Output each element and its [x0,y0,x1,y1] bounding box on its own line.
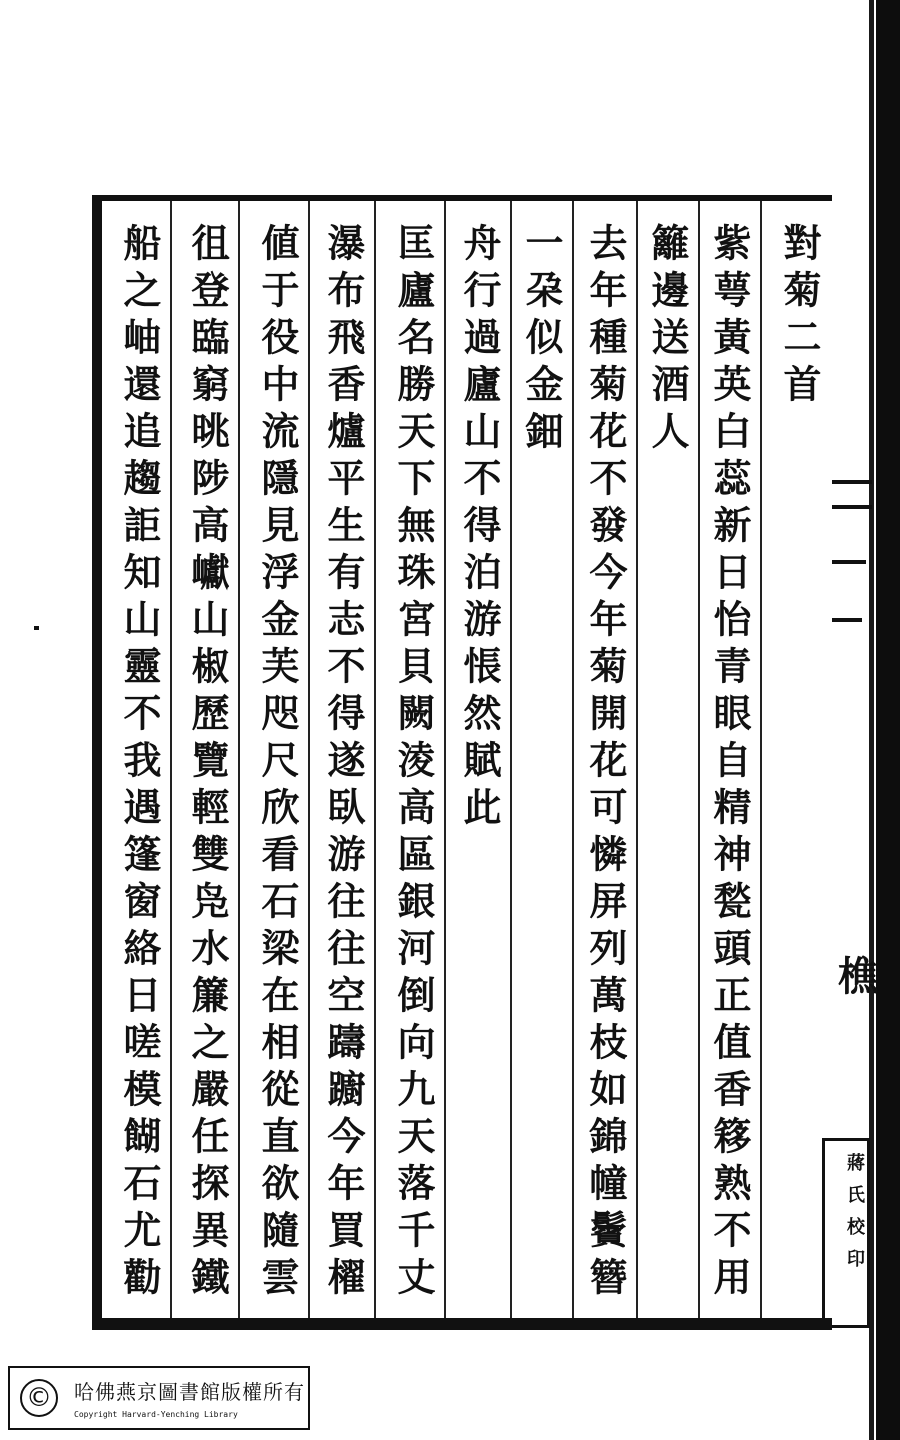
text-column-10 [170,201,238,1318]
text-column-2 [698,201,760,1318]
column-text-9: 値于役中流隱見浮金芙咫尺欣看石梁在相從直欲隨雲 [255,223,300,1304]
copyright-chinese: 哈佛燕京圖書館版權所有 [74,1380,305,1404]
column-text-7: 匡廬名勝天下無珠宮貝闕淩高區銀河倒向九天落千丈 [391,223,436,1304]
text-column-9 [238,201,308,1318]
copyright-icon: © [20,1379,58,1417]
text-column-4 [572,201,636,1318]
margin-mark-2 [832,505,872,509]
margin-mark-3 [832,560,866,564]
margin-mark-1 [832,480,872,484]
column-text-1: 對菊二首 [777,223,822,411]
text-column-1 [760,201,830,1318]
seal-stamp [822,1138,870,1328]
book-spine-edge [876,0,900,1440]
text-column-8 [308,201,374,1318]
text-column-11 [102,201,170,1318]
copyright-english: Copyright Harvard-Yenching Library [74,1410,238,1419]
ink-speck [34,626,39,630]
text-column-6 [444,201,510,1318]
margin-mark-4 [832,618,862,622]
stamp-text: 蔣氏校印 [844,1153,865,1281]
column-text-6: 舟行過廬山不得泊游悵然賦此 [457,223,502,834]
column-text-11: 船之岫還追趨詎知山靈不我遇篷窗絡日嗟模餬石尤勸 [117,223,162,1304]
column-text-4: 去年種菊花不發今年菊開花可憐屏列萬枝如錦幢鬢簪 [583,223,628,1304]
text-column-3 [636,201,698,1318]
margin-character: 樵 [838,954,878,1000]
column-text-2: 紫萼黃英白蕊新日怡青眼自精神甃頭正值香簃熟不用 [707,223,752,1304]
text-column-7 [374,201,444,1318]
column-text-8: 瀑布飛香爐平生有志不得遂臥游往往空躊躕今年買櫂 [321,223,366,1304]
column-text-3: 籬邊送酒人 [645,223,690,458]
copyright-box [8,1366,310,1430]
text-column-5 [510,201,572,1318]
column-text-10: 徂登臨窮晀陟高巘山椒歷覽輕雙凫水簾之嚴任探異鐵 [185,223,230,1304]
column-text-5: 一朶似金鈿 [519,223,564,458]
text-frame [92,195,832,1330]
